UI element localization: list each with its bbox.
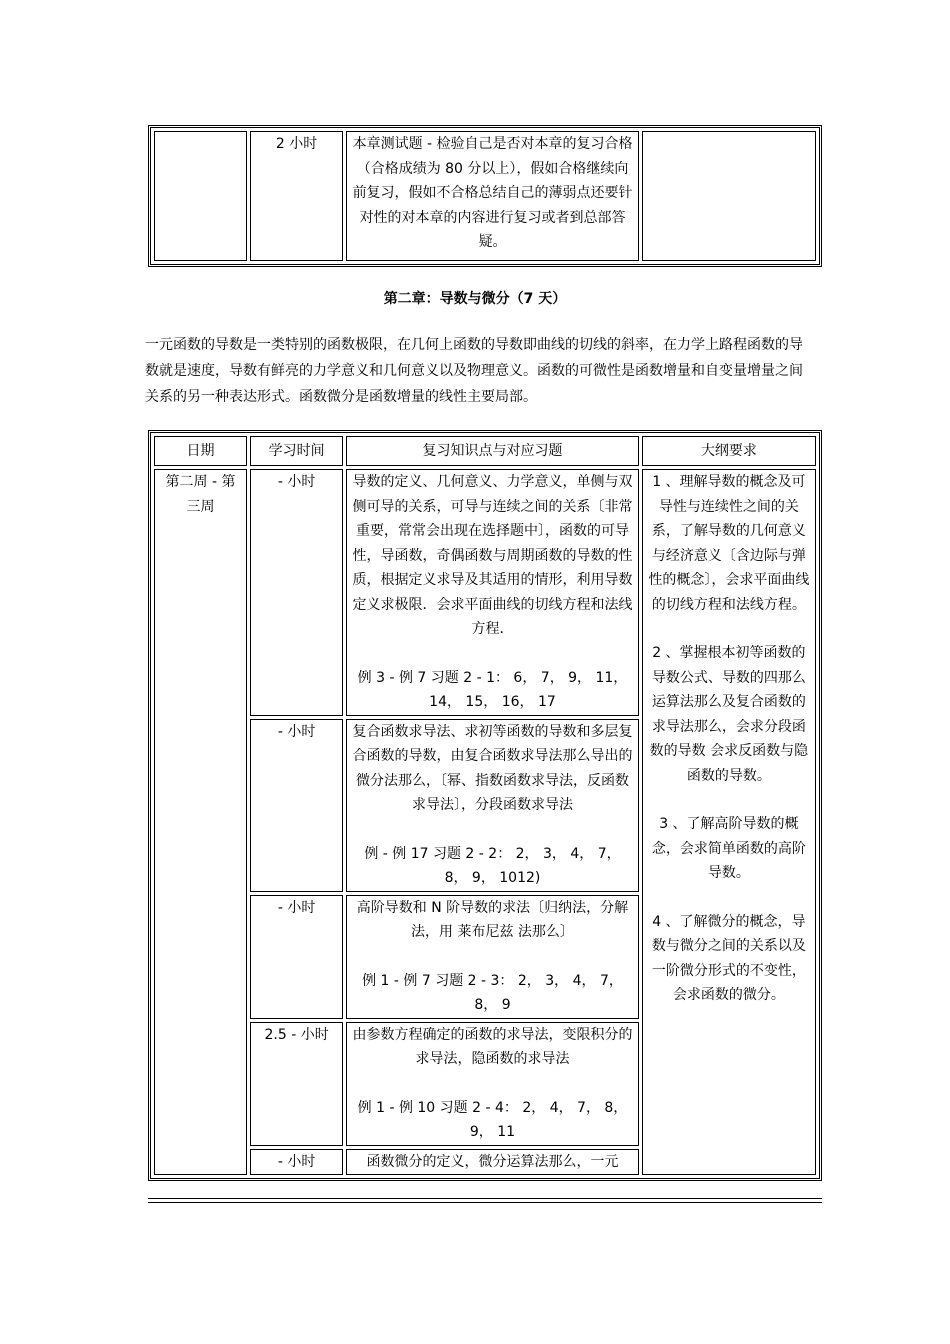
content-cell: [346, 469, 639, 716]
content-cell: 本章测试题 - 检验自己是否对本章的复习合格（合格成绩为 80 分以上），假如合格继续向前复习，假如不合格总结自己的薄弱点还要针对性的对本章的内容进行复习或者到总部答疑。: [346, 131, 639, 261]
date-cell: 第二周 - 第三周: [154, 469, 247, 1175]
chapter-intro: 一元函数的导数是一类特别的函数极限，在几何上函数的导数即曲线的切线的斜率，在力学上路程函数的导数就是速度，导数有鲜亮的力学意义和几何意义以及物理意义。函数的可微性是函数增量和自变量增量之间关系的另一种表达形式。函数微分是函数增量的线性主要局部。: [145, 337, 803, 405]
header-date: 日期: [154, 436, 247, 466]
header-content: 复习知识点与对应习题: [346, 436, 639, 466]
requirement-item: 1 、理解导数的概念及可导性与连续性之间的关系，了解导数的几何意义与经济意义〔含边际与弹性的概念〕，会求平面曲线的切线方程和法线方程。: [648, 474, 810, 613]
time-cell: - 小时: [250, 469, 343, 716]
content-cell: [346, 719, 639, 892]
exercise-list: 例 - 例 17 习题 2 - 2： 2， 3， 4， 7， 8， 9， 1012): [364, 845, 621, 886]
header-time: 学习时间: [250, 436, 343, 466]
content-cell: [346, 895, 639, 1019]
page-bottom-margin: [0, 1199, 950, 1344]
header-requirements: 大纲要求: [642, 436, 816, 466]
requirement-cell: [642, 469, 816, 1175]
knowledge-points: 导数的定义、几何意义、力学意义，单侧与双侧可导的关系，可导与连续之间的关系〔非常重要，常常会出现在选择题中〕，函数的可导性，导函数，奇偶函数与周期函数的导数的性质，根据定义求导及其适用的情形，利用导数定义求极限．会求平面曲线的切线方程和法线方程．: [352, 474, 633, 637]
requirement-item: 2 、掌握根本初等函数的导数公式、导数的四那么运算法那么及复合函数的求导法那么，会求分段函数的导数 会求反函数与隐函数的导数。: [649, 645, 809, 784]
exercise-list: 例 1 - 例 10 习题 2 - 4： 2， 4， 7， 8， 9， 11: [357, 1099, 628, 1140]
content-cell: [346, 1022, 639, 1146]
time-cell: - 小时: [250, 1149, 343, 1176]
table-cut-line: [148, 1198, 822, 1203]
content-cell: [346, 1149, 639, 1176]
knowledge-points: 由参数方程确定的函数的求导法，变限积分的求导法，隐函数的求导法: [352, 1026, 633, 1067]
table-header-row: [154, 436, 816, 466]
table-row: [154, 131, 816, 261]
requirement-item: 4 、了解微分的概念，导数与微分之间的关系以及一阶微分形式的不变性，会求函数的微分。: [651, 913, 806, 1003]
exercise-list: 例 1 - 例 7 习题 2 - 3： 2， 3， 4， 7， 8， 9: [362, 972, 623, 1013]
knowledge-points: 高阶导数和 N 阶导数的求法〔归纳法，分解法，用 莱布尼兹 法那么〕: [356, 899, 629, 940]
time-cell: - 小时: [250, 895, 343, 1019]
time-cell: 2.5 - 小时: [250, 1022, 343, 1146]
study-plan-table: [148, 430, 822, 1181]
table-row: [154, 469, 816, 716]
time-cell: 2 小时: [250, 131, 343, 261]
date-cell: [154, 131, 247, 261]
chapter-heading: 第二章：导数与微分（7 天）: [383, 291, 567, 307]
requirement-cell: [642, 131, 816, 261]
knowledge-points: 函数微分的定义，微分运算法那么，一元: [366, 1153, 619, 1170]
time-cell: - 小时: [250, 719, 343, 892]
requirement-item: 3 、了解高阶导数的概念，会求简单函数的高阶导数。: [651, 816, 806, 881]
knowledge-points: 复合函数求导法、求初等函数的导数和多层复合函数的导数，由复合函数求导法那么导出的微分法那么，〔幂、指数函数求导法，反函数求导法〕，分段函数求导法: [352, 723, 633, 813]
exercise-list: 例 3 - 例 7 习题 2 - 1： 6， 7， 9， 11， 14， 15， 16， 17: [357, 669, 628, 710]
previous-chapter-table: [148, 125, 822, 267]
